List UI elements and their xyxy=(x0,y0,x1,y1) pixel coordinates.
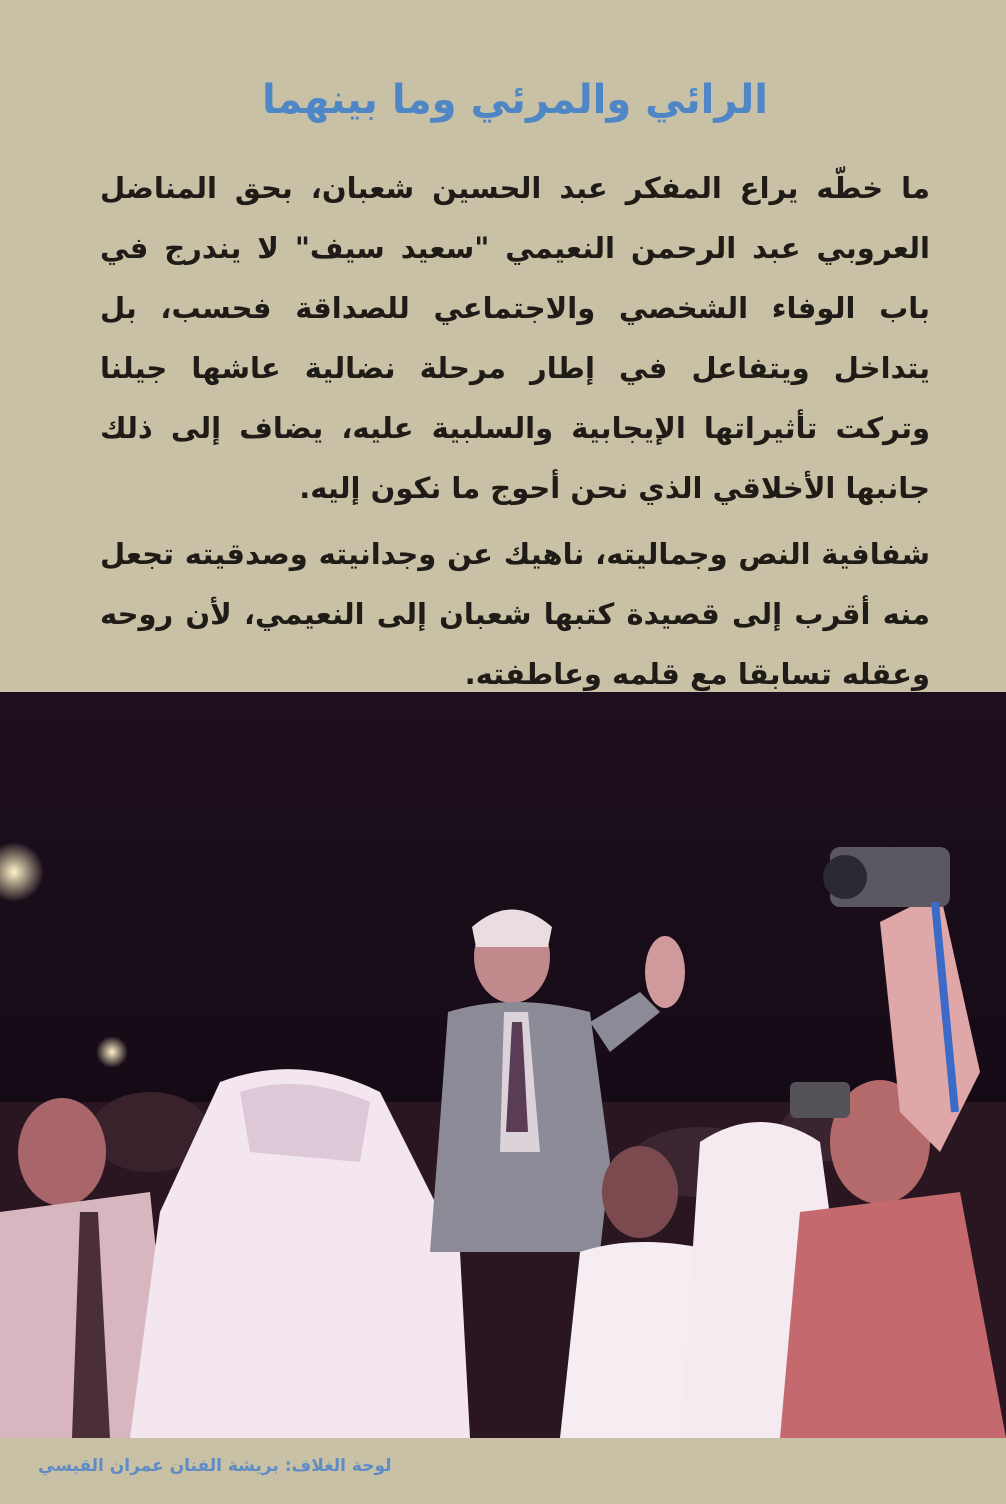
text-block xyxy=(100,70,930,764)
waving-hand xyxy=(645,936,685,1008)
person-left xyxy=(18,1098,106,1206)
lamp-light xyxy=(96,1036,128,1068)
person-front xyxy=(602,1146,678,1238)
cover-credit: لوحة الغلاف: بريشة الفنان عمران القيسي xyxy=(38,1456,392,1476)
cover-title: الرائي والمرئي وما بينهما xyxy=(262,77,768,123)
paragraph-2: شفافية النص وجماليته، ناهيك عن وجدانيته وصدقيته تجعل منه أقرب إلى قصيدة كتبها شعبان إلى النعيمي، لأن روحه وعقله تسابقا مع قلمه وعاطفته. xyxy=(100,537,930,691)
cover-photo xyxy=(0,692,1006,1438)
crowd-photo-illustration xyxy=(0,692,1006,1438)
camera-icon xyxy=(790,1082,850,1118)
paragraph-1: ما خطّه يراع المفكر عبد الحسين شعبان، بحق المناضل العروبي عبد الرحمن النعيمي "سعيد سيف" لا يندرج في باب الوفاء الشخصي والاجتماعي للصداقة فحسب، بل يتداخل ويتفاعل في إطار مرحلة نضالية عاشها جيلنا وتركت تأثيراتها الإيجابية والسلبية عليه، يضاف إلى ذلك جانبها الأخلاقي الذي نحن أحوج ما نكون إليه. xyxy=(100,171,930,505)
